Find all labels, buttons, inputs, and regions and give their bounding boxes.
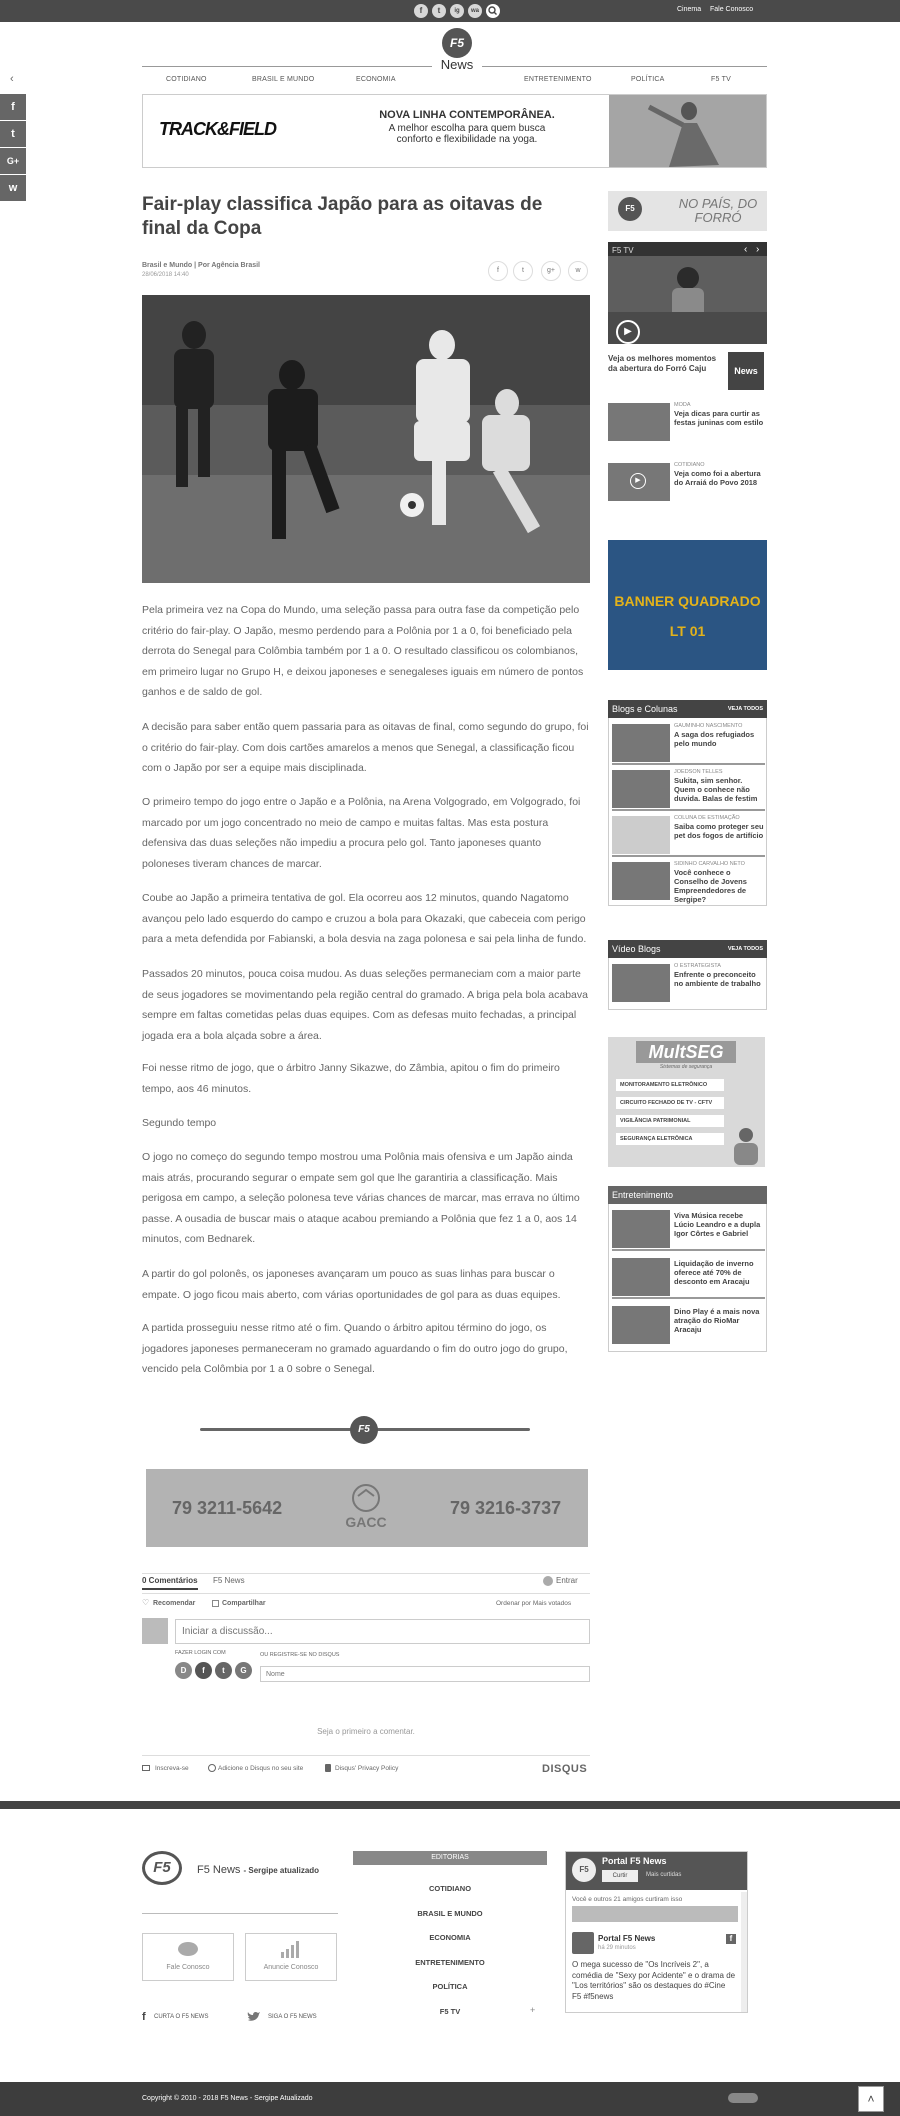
footer-menu-politica[interactable]: POLÍTICA <box>432 1982 468 1991</box>
nav-f5tv[interactable]: F5 TV <box>711 76 731 83</box>
user-icon <box>543 1576 553 1586</box>
privacy-link[interactable]: Disqus' Privacy Policy <box>335 1765 399 1772</box>
video-blogs-header <box>608 940 767 958</box>
nav-politica[interactable]: POLÍTICA <box>631 76 665 83</box>
name-field[interactable] <box>260 1666 590 1682</box>
footer-logo-mark: F5 <box>142 1851 182 1885</box>
article-paragraph: Pela primeira vez na Copa do Mundo, uma seleção passa para outra fase da competição pelo critério do fair-play. O Japão, mesmo perdendo para a Polônia por 1 a 0, foi beneficiado pela derrota do Senegal para Colômbia também por 1 a 0. O resultado classificou os colombianos, em primeiro lugar no Grupo H, e deixou japoneses e senegaleses iguais em número de pontos ganhos e de saldo de gol. <box>142 604 584 698</box>
nav-divider-right <box>482 66 767 67</box>
fb-post-time: há 29 minutos <box>598 1945 636 1951</box>
facebook-footer-link[interactable]: CURTA O F5 NEWS <box>154 2014 209 2020</box>
play-icon[interactable]: ▶ <box>616 320 640 344</box>
entertainment-thumbnail <box>612 1306 670 1344</box>
fb-like-button[interactable]: Curtir <box>602 1870 638 1882</box>
comments-top-divider <box>142 1573 590 1574</box>
forro-logo: F5 <box>618 197 642 221</box>
facebook-icon[interactable]: f <box>142 2011 146 2023</box>
banner-line2: A melhor escolha para quem busca <box>388 123 546 134</box>
recommend-button[interactable]: Recomendar <box>153 1600 196 1607</box>
blog-item[interactable] <box>612 813 765 857</box>
article-paragraph: Coube ao Japão a primeira tentativa de gol. Ela ocorreu aos 12 minutos, quando Nagatomo avançou pelo lado esquerdo do campo e cruzou a bola para Okazaki, que cabeceia com perigo para a meta defendida por Fabianski, a bola desvia na zaga polonesa e sai pela linha de fundo. <box>142 892 587 945</box>
banner-brand: TRACK&FIELD <box>159 119 276 139</box>
entertainment-item[interactable] <box>612 1207 765 1251</box>
multseg-tagline: Sistemas de segurança <box>659 1064 713 1070</box>
blog-thumbnail <box>612 770 670 808</box>
entertainment-title-text: Viva Música recebe Lúcio Leandro e a dupla Igor Côrtes e Gabriel <box>674 1211 761 1238</box>
footer-top-bar <box>0 1801 900 1809</box>
nav-economia[interactable]: ECONOMIA <box>356 76 396 83</box>
share-twitter-button[interactable]: t <box>0 121 26 147</box>
footer-menu-entretenimento[interactable]: ENTRETENIMENTO <box>415 1958 485 1967</box>
fb-friends-text: Você e outros 21 amigos curtiram isso <box>572 1896 683 1903</box>
chevron-left-icon[interactable]: ‹ <box>10 73 14 85</box>
blog-title: Saiba como proteger seu pet dos fogos de artifício <box>674 822 764 840</box>
f5tv-logo: News <box>728 352 764 390</box>
footer-menu-economia[interactable]: ECONOMIA <box>429 1933 471 1942</box>
comments-bottom-divider <box>142 1755 590 1756</box>
forro-banner-ad[interactable] <box>608 191 767 231</box>
nav-cotidiano[interactable]: COTIDIANO <box>166 76 207 83</box>
gacc-phone-1: 79 3211-5642 <box>172 1498 283 1518</box>
twitter-login-icon[interactable]: t <box>215 1662 232 1679</box>
multseg-service: CIRCUITO FECHADO DE TV - CFTV <box>616 1097 724 1109</box>
entertainment-item[interactable] <box>612 1255 765 1299</box>
top-bar <box>0 0 900 22</box>
nav-divider-left <box>142 66 432 67</box>
multseg-service: SEGURANÇA ELETRÔNICA <box>616 1133 724 1145</box>
play-icon[interactable]: ▶ <box>630 473 646 489</box>
nav-entretenimento[interactable]: ENTRETENIMENTO <box>524 76 592 83</box>
blog-author: GAUMINHO NASCIMENTO <box>674 723 743 729</box>
f5tv-widget[interactable] <box>608 242 767 392</box>
chevron-right-icon[interactable]: › <box>756 244 760 255</box>
lock-icon <box>325 1764 331 1772</box>
fb-friends-avatars <box>572 1906 738 1922</box>
advertise-label: Anuncie Conosco <box>263 1964 319 1971</box>
video-blog-thumbnail <box>612 964 670 1002</box>
article-date: 28/06/2018 14:40 <box>142 272 189 278</box>
disqus-login-icon[interactable]: D <box>175 1662 192 1679</box>
nav-brasil-mundo[interactable]: BRASIL E MUNDO <box>252 76 315 83</box>
square-banner-line1: BANNER QUADRADO <box>614 593 761 609</box>
mail-icon <box>142 1765 150 1771</box>
comment-input[interactable] <box>175 1619 590 1644</box>
article-paragraph: A partir do gol polonês, os japoneses avançaram um pouco as suas linhas para buscar o empate. O jogo ficou mais aberto, com várias oportunidades de gol para as duas equipes. <box>142 1268 561 1301</box>
comments-tab-underline <box>142 1588 198 1590</box>
advertise-button[interactable] <box>245 1933 337 1981</box>
share-icon <box>212 1600 219 1607</box>
logo-mark: F5 <box>442 28 472 58</box>
blog-thumbnail <box>612 724 670 762</box>
heart-icon: ♡ <box>142 1598 150 1607</box>
contact-link[interactable]: Fale Conosco <box>710 6 754 13</box>
square-banner-line2: LT 01 <box>669 623 706 639</box>
developer-logo[interactable] <box>728 2093 758 2103</box>
instagram-icon[interactable]: ig <box>450 4 464 18</box>
article-title: Fair-play classifica Japão para as oitavas de final da Copa <box>142 194 543 239</box>
facebook-page-widget[interactable] <box>565 1851 748 2013</box>
footer-menu-title: EDITORIAS <box>353 1851 547 1865</box>
banner-line3: conforto e flexibilidade na yoga. <box>396 134 538 145</box>
blog-thumbnail <box>612 816 670 854</box>
bar-chart-icon <box>280 1940 302 1958</box>
multseg-brand: MultSEG <box>636 1041 736 1063</box>
f5tv-label: F5 TV <box>612 246 634 255</box>
banner-headline: NOVA LINHA CONTEMPORÂNEA. <box>379 109 555 121</box>
contact-button[interactable] <box>142 1933 234 1981</box>
square-banner-ad[interactable] <box>608 540 767 670</box>
sort-dropdown[interactable]: Ordenar por Mais votados <box>496 1600 572 1607</box>
whatsapp-icon[interactable]: wa <box>468 4 482 18</box>
video-blogs-see-all-link[interactable]: VEJA TODOS <box>727 946 763 952</box>
article-paragraph: O jogo no começo do segundo tempo mostrou uma Polônia mais ofensiva e um Japão ainda mais atrás, procurando segurar o empate sem gol que lhe garantiria a classificação. Mais perigosa em campo, a seleção polonesa teve várias chances de marcar, mas errava no último passe. A ousadia de buscar mais o ataque acabou premiando a Polônia que fez 1 a 0, aos 14 minutos, com Bednarek. <box>142 1151 580 1245</box>
copyright-bar <box>0 2082 900 2116</box>
entertainment-title: Entretenimento <box>612 1190 674 1200</box>
plus-icon[interactable]: + <box>530 2005 536 2015</box>
footer-menu-brasil-mundo[interactable]: BRASIL E MUNDO <box>417 1909 483 1918</box>
video-blog-item[interactable] <box>612 961 765 1005</box>
share-button[interactable]: Compartilhar <box>222 1600 266 1607</box>
blog-author: JOEDSON TELLES <box>674 769 723 775</box>
footer-slogan: - Sergipe atualizado <box>243 1866 320 1875</box>
blog-title: A saga dos refugiados pelo mundo <box>674 730 755 748</box>
blog-item[interactable] <box>612 859 765 905</box>
tv-item-title: Veja dicas para curtir as festas juninas com estilo <box>674 409 764 427</box>
facebook-login-icon[interactable]: f <box>195 1662 212 1679</box>
search-icon[interactable] <box>486 4 500 18</box>
site-logo[interactable] <box>435 28 479 78</box>
article-paragraph: Foi nesse ritmo de jogo, que o árbitro Janny Sikazwe, do Zâmbia, apitou o fim do primeiro tempo, aos 46 minutos. <box>142 1062 560 1095</box>
divider-logo: F5 <box>350 1416 378 1444</box>
comments-tabs-divider <box>142 1593 590 1594</box>
forro-text: NO PAÍS, DO FORRÓ <box>678 196 758 225</box>
article-paragraph: Passados 20 minutos, pouca coisa mudou. As duas seleções permaneciam com a maior parte de seus jogadores se movimentando pela região central do gramado. A briga pela bola acabava sempre em faltas cometidas pelas duas equipes. Com as defesas muito fechadas, a principal jogada era a bola alçada sobre a área. <box>142 968 588 1042</box>
article-share-whatsapp-icon[interactable]: w <box>568 261 588 281</box>
blog-thumbnail <box>612 862 670 900</box>
article-share-google-icon[interactable]: g+ <box>541 261 561 281</box>
gacc-name: GACC <box>345 1514 387 1530</box>
blog-title: Sukita, sim senhor. Quem o conhece não duvida. Balas de festim <box>674 776 758 803</box>
disqus-logo[interactable]: DISQUS <box>542 1763 588 1775</box>
entertainment-title-text: Liquidação de inverno oferece até 70% de desconto em Aracaju <box>674 1259 754 1286</box>
google-login-icon[interactable]: G <box>235 1662 252 1679</box>
footer-brand-divider <box>142 1913 338 1914</box>
tv-item-title: Veja como foi a abertura do Arraiá do Povo 2018 <box>674 469 761 487</box>
disqus-small-icon <box>208 1764 216 1772</box>
facebook-icon[interactable]: f <box>414 4 428 18</box>
f5tv-caption[interactable]: Veja os melhores momentos da abertura do Forró Caju <box>608 354 717 373</box>
share-facebook-button[interactable]: f <box>0 94 26 120</box>
gacc-phone-2: 79 3216-3737 <box>450 1498 562 1518</box>
banner-photo <box>609 95 767 168</box>
video-blog-author: O ESTRATEGISTA <box>674 963 721 969</box>
add-disqus-link[interactable]: Adicione o Disqus no seu site <box>218 1765 304 1772</box>
article-subheading: Segundo tempo <box>142 1117 217 1129</box>
blogs-header <box>608 700 767 718</box>
fb-page-name[interactable]: Portal F5 News <box>602 1856 667 1866</box>
contact-label: Fale Conosco <box>166 1964 210 1971</box>
entertainment-thumbnail <box>612 1258 670 1296</box>
first-comment-text: Seja o primeiro a comentar. <box>317 1727 415 1736</box>
multseg-person-image <box>726 1125 762 1165</box>
entertainment-item[interactable] <box>612 1303 765 1347</box>
article-photo <box>142 295 590 583</box>
tv-item[interactable] <box>612 400 765 444</box>
top-banner-ad[interactable] <box>142 94 767 168</box>
avatar <box>142 1618 168 1644</box>
fb-post-avatar <box>572 1932 594 1954</box>
article-byline: Brasil e Mundo | Por Agência Brasil <box>142 262 261 269</box>
cinema-link[interactable]: Cinema <box>677 6 702 13</box>
facebook-icon: f <box>726 1934 736 1944</box>
video-blog-title: Enfrente o preconceito no ambiente de trabalho <box>674 970 761 988</box>
logo-name: News <box>440 57 474 72</box>
blog-author: COLUNA DE ESTIMAÇÃO <box>674 815 740 821</box>
article-paragraph: O primeiro tempo do jogo entre o Japão e a Polônia, na Arena Volgogrado, em Volgogrado, foi marcado por um jogo concentrado no meio de campo e muitas faltas. Mas esta postura defensiva das duas seleções não impediu a procura pelo gol. Tanto japoneses quanto poloneses tiveram chances de marcar. <box>142 796 581 870</box>
twitter-footer-link[interactable]: SIGA O F5 NEWS <box>268 2014 317 2020</box>
article-paragraph: A partida prosseguiu nesse ritmo até o fim. Quando o árbitro apitou término do jogo, os jogadores japoneses permaneceram no gramado aguardando o fim do outro jogo do grupo, vencido pela Colômbia por 1 a 0 sobre o Senegal. <box>142 1322 568 1375</box>
tv-item-category: MODA <box>674 402 691 408</box>
entertainment-thumbnail <box>612 1210 670 1248</box>
footer-logo[interactable] <box>142 1851 188 1889</box>
tv-item[interactable] <box>612 460 765 504</box>
chevron-left-icon[interactable]: ‹ <box>744 244 748 255</box>
footer-menu-cotidiano[interactable]: COTIDIANO <box>428 1884 472 1893</box>
entertainment-header <box>608 1186 767 1204</box>
multseg-service: MONITORAMENTO ELETRÔNICO <box>616 1079 724 1091</box>
comments-tab[interactable]: 0 Comentários <box>142 1576 198 1585</box>
footer-brand-name: F5 News <box>197 1864 241 1876</box>
article-share-twitter-icon[interactable]: t <box>513 261 533 281</box>
fb-post-text: O mega sucesso de "Os Incríveis 2", a comédia de "Sexy por Acidente" e o drama de "Los territórios" são os destaques do #Cine F5 #f5news <box>572 1960 736 2001</box>
tv-item-category: COTIDIANO <box>674 462 705 468</box>
article-paragraph: A decisão para saber então quem passaria para as oitavas de final, como segundo do grupo, foi o critério do fair-play. Com dois cartões amarelos a menos que Senegal, a classificação ficou com o Japão por ser a equipe mais disciplinada. <box>142 721 589 774</box>
footer-menu-f5tv[interactable]: F5 TV <box>439 2007 461 2016</box>
multseg-banner-ad[interactable] <box>608 1037 765 1167</box>
fb-page-avatar: F5 <box>572 1858 596 1882</box>
chat-icon <box>178 1942 198 1956</box>
multseg-service: VIGILÂNCIA PATRIMONIAL <box>616 1115 724 1127</box>
blog-title: Você conhece o Conselho de Jovens Empreendedores de Sergipe? <box>674 868 747 904</box>
blogs-title: Blogs e Colunas <box>612 704 678 714</box>
share-google-button[interactable]: G+ <box>0 148 26 174</box>
back-to-top-button[interactable]: ˄ <box>858 2086 884 2112</box>
gacc-logo <box>344 1483 388 1530</box>
gacc-banner-ad[interactable] <box>146 1469 588 1547</box>
tv-item-thumbnail <box>608 403 670 441</box>
site-tab[interactable]: F5 News <box>213 1576 245 1585</box>
copyright-text: Copyright © 2010 - 2018 F5 News - Sergipe Atualizado <box>142 2095 313 2102</box>
login-link[interactable]: Entrar <box>556 1576 578 1585</box>
fb-post-author[interactable]: Portal F5 News <box>598 1934 656 1943</box>
login-with-label: FAZER LOGIN COM <box>175 1650 226 1656</box>
twitter-icon[interactable] <box>247 2011 261 2022</box>
entertainment-title-text: Dino Play é a mais nova atração do RioMar Aracaju <box>674 1307 760 1334</box>
blog-item[interactable] <box>612 721 765 765</box>
fb-scrollbar[interactable] <box>741 1892 747 2012</box>
footer-brand <box>197 1864 319 1876</box>
fb-cover-subtitle: Mais curtidas <box>646 1872 682 1878</box>
blog-item[interactable] <box>612 767 765 811</box>
video-blogs-title: Vídeo Blogs <box>612 944 661 954</box>
blog-author: SIDINHO CARVALHO NETO <box>674 861 745 867</box>
share-whatsapp-button[interactable]: w <box>0 175 26 201</box>
twitter-icon[interactable]: t <box>432 4 446 18</box>
article-share-facebook-icon[interactable]: f <box>488 261 508 281</box>
register-label: OU REGISTRE-SE NO DISQUS <box>260 1652 340 1658</box>
subscribe-link[interactable]: Inscreva-se <box>155 1765 189 1772</box>
blogs-see-all-link[interactable]: VEJA TODOS <box>727 706 763 712</box>
